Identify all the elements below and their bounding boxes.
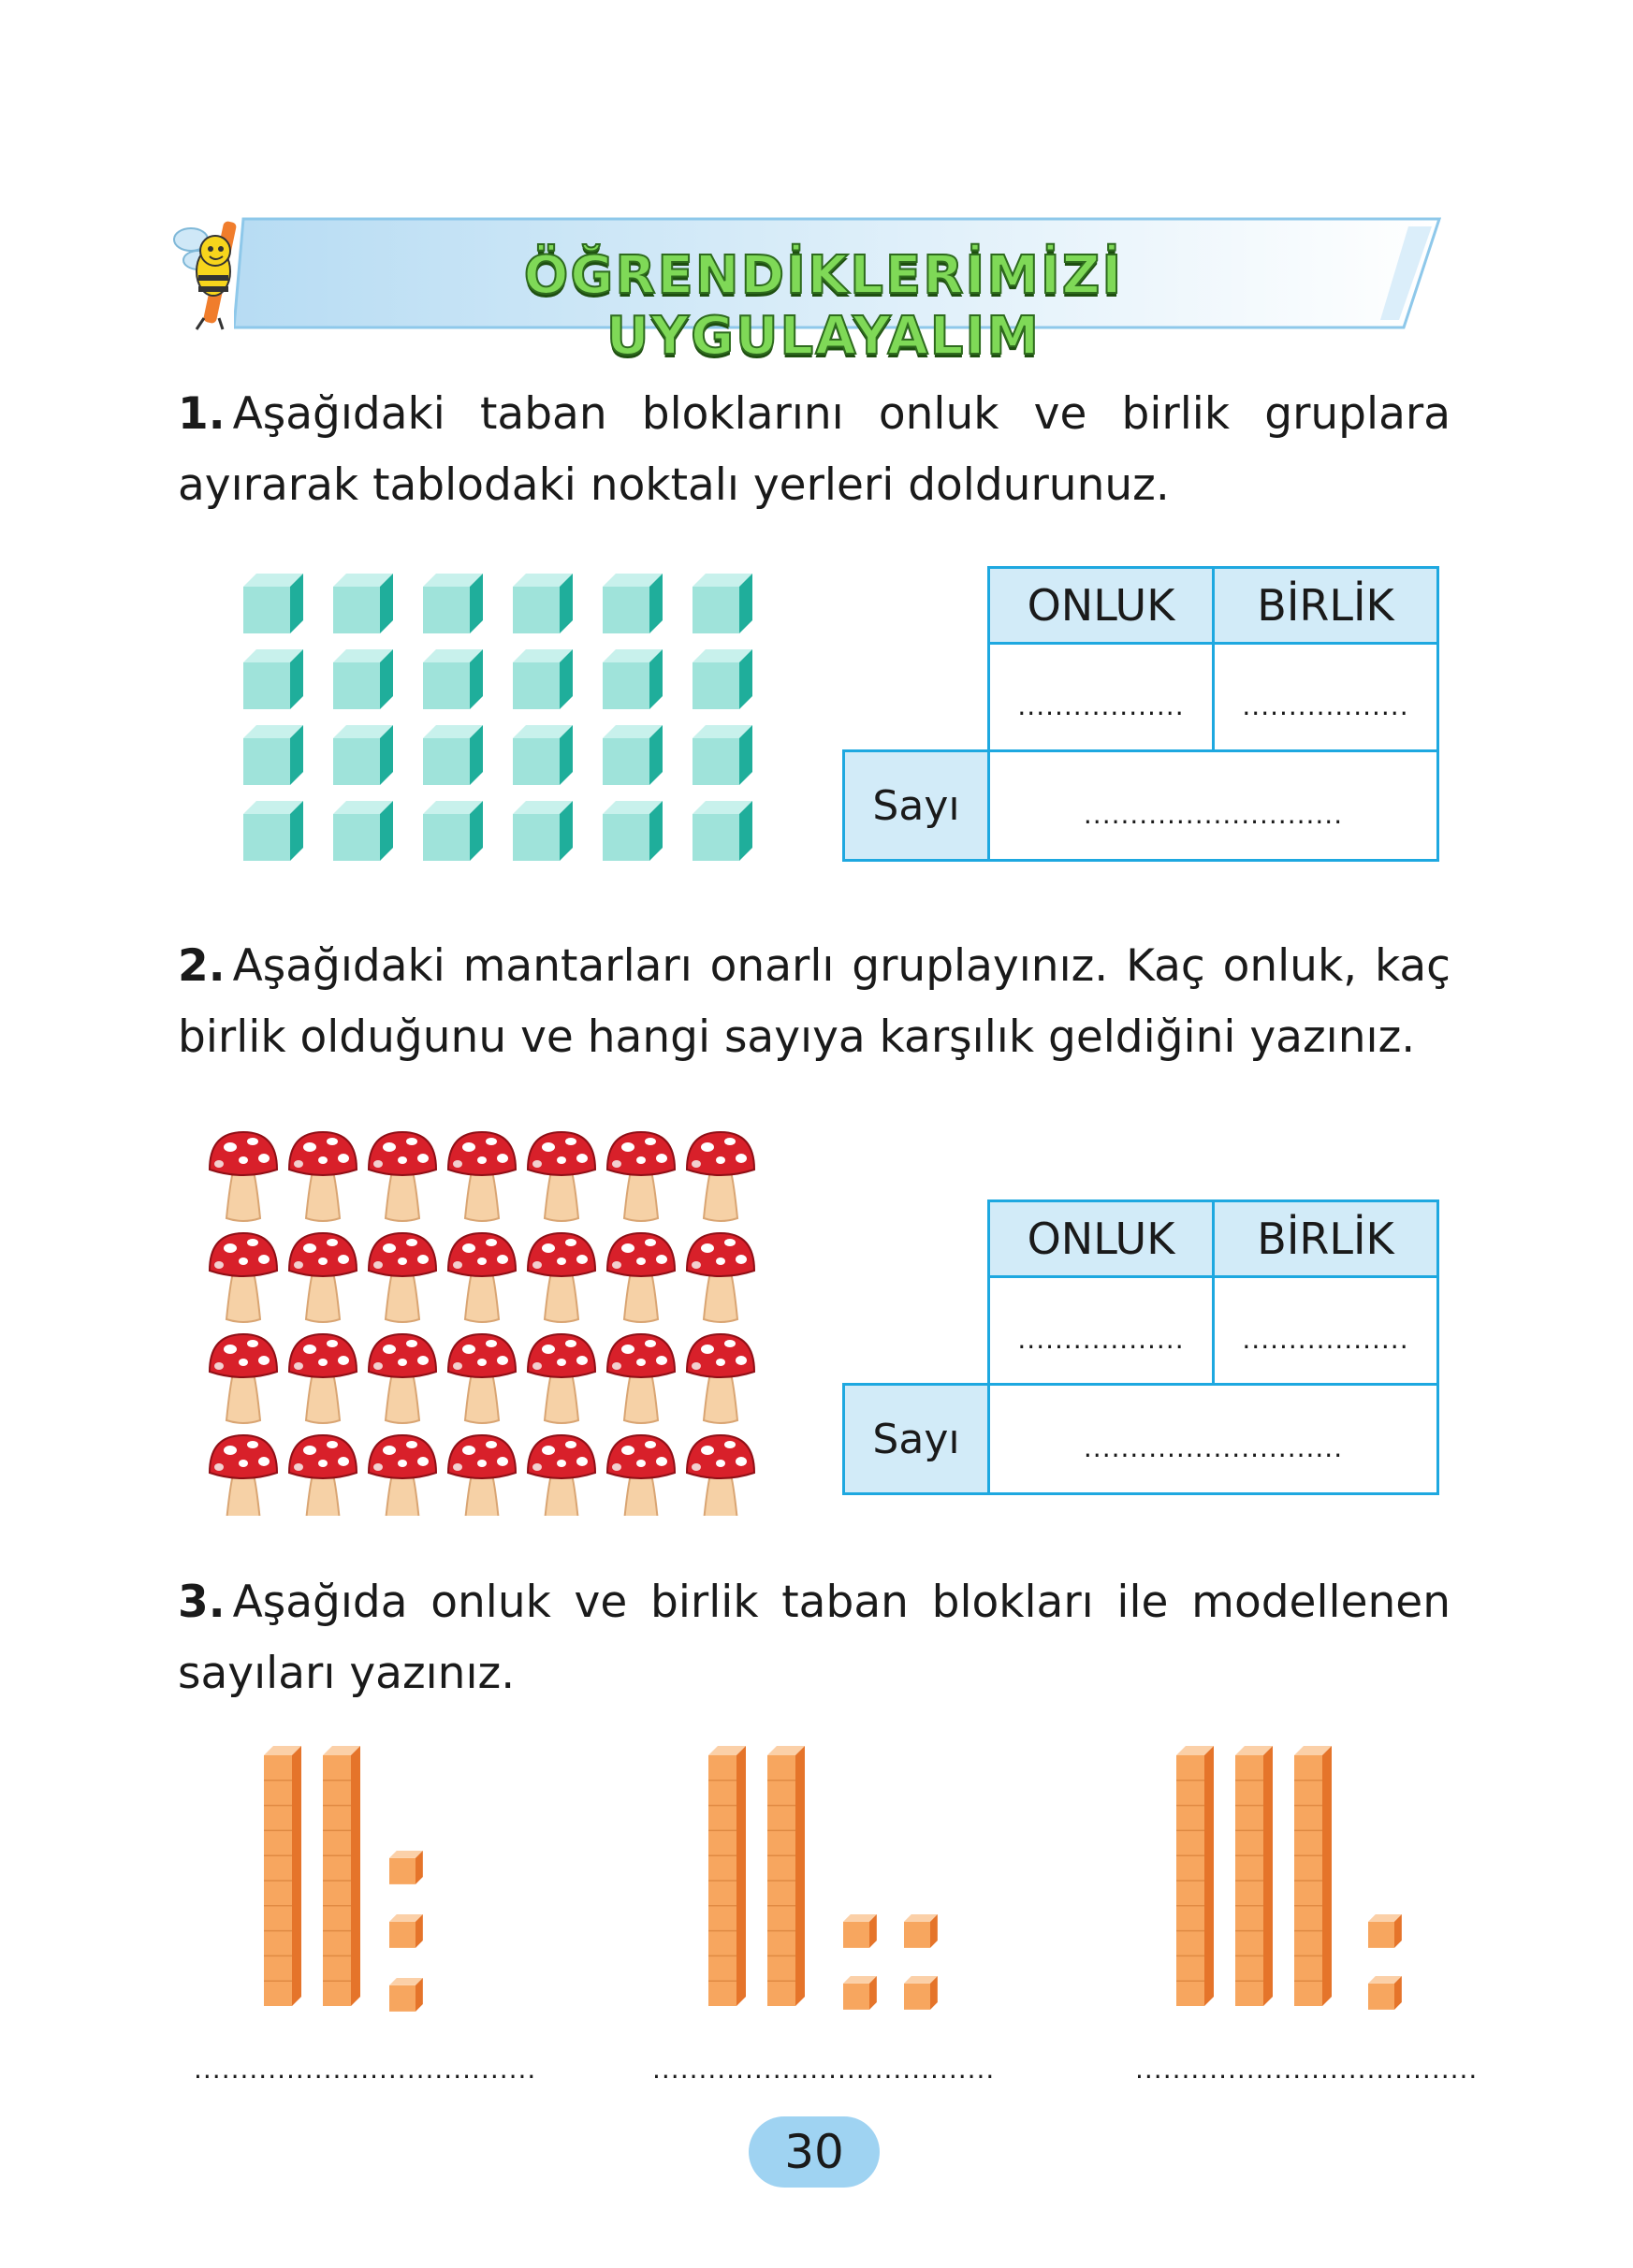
- unit-cube: [513, 649, 573, 709]
- mushroom-icon: [528, 1435, 595, 1516]
- tens-rod: [708, 1746, 746, 2006]
- unit-cube: [423, 801, 483, 861]
- unit-cube: [904, 1976, 938, 2010]
- question-2-number: 2.: [178, 940, 226, 992]
- tens-rod: [1235, 1746, 1273, 2006]
- q1-sayi-answer[interactable]: [987, 749, 1439, 862]
- tens-rod: [1294, 1746, 1332, 2006]
- q2-onluk-answer[interactable]: [987, 1275, 1215, 1386]
- q2-sayi-answer[interactable]: [987, 1383, 1439, 1495]
- mushroom-icon: [607, 1435, 675, 1516]
- mushroom-icon: [528, 1132, 595, 1221]
- unit-cube: [243, 574, 303, 633]
- section-title: ÖĞRENDİKLERİMİZİ UYGULAYALIM: [523, 245, 1124, 367]
- unit-cube: [693, 801, 752, 861]
- q2-row-sayi: Sayı: [842, 1383, 990, 1495]
- mushroom-grid: [206, 1113, 767, 1516]
- unit-cube: [389, 1978, 423, 2012]
- mushroom-icon: [369, 1233, 436, 1322]
- unit-cube: [333, 801, 393, 861]
- mushroom-icon: [448, 1435, 516, 1516]
- mushroom-icon: [448, 1334, 516, 1423]
- mushroom-icon: [369, 1435, 436, 1516]
- unit-cube: [1368, 1914, 1402, 1948]
- unit-cube: [693, 649, 752, 709]
- q2-birlik-dots: ..................: [1242, 1323, 1409, 1355]
- mushroom-icon: [448, 1132, 516, 1221]
- mushroom-icon: [210, 1132, 277, 1221]
- bee-mascot-icon: [170, 213, 255, 335]
- unit-cube: [603, 725, 663, 785]
- tens-rod: [1176, 1746, 1214, 2006]
- q3-answer-3[interactable]: .....................................: [1135, 2054, 1479, 2085]
- mushroom-icon: [369, 1334, 436, 1423]
- question-3-text: Aşağıda onluk ve birlik taban blokları ile modellenen sayıları yazınız.: [178, 1577, 1451, 1699]
- q2-col-birlik: BİRLİK: [1212, 1199, 1439, 1278]
- unit-cube: [389, 1914, 423, 1948]
- unit-cube: [513, 574, 573, 633]
- unit-cube: [843, 1976, 877, 2010]
- mushroom-icon: [528, 1334, 595, 1423]
- unit-cube: [333, 574, 393, 633]
- base-ten-model-2: [697, 1740, 940, 2021]
- mushroom-icon: [687, 1132, 754, 1221]
- q1-col-onluk: ONLUK: [987, 566, 1215, 645]
- mushroom-icon: [448, 1233, 516, 1322]
- unit-cube: [423, 725, 483, 785]
- question-1: [178, 379, 1451, 521]
- mushroom-icon: [289, 1435, 357, 1516]
- mushroom-icon: [607, 1334, 675, 1423]
- q2-sayi-dots: ............................: [1083, 1432, 1344, 1463]
- mushroom-icon: [687, 1233, 754, 1322]
- unit-cube: [603, 801, 663, 861]
- unit-cube: [389, 1851, 423, 1884]
- unit-cube: [603, 649, 663, 709]
- q1-onluk-answer[interactable]: [987, 642, 1215, 752]
- question-1-number: 1.: [178, 388, 226, 440]
- unit-cube: [513, 801, 573, 861]
- mushroom-icon: [687, 1435, 754, 1516]
- mushroom-icon: [210, 1435, 277, 1516]
- question-3-number: 3.: [178, 1577, 226, 1628]
- unit-cube: [423, 649, 483, 709]
- unit-cube: [423, 574, 483, 633]
- q2-col-onluk: ONLUK: [987, 1199, 1215, 1278]
- mushroom-icon: [289, 1233, 357, 1322]
- q1-onluk-dots: ..................: [1017, 690, 1185, 721]
- question-1-text: Aşağıdaki taban bloklarını onluk ve birlik gruplara ayırarak tablodaki noktalı yerleri doldurunuz.: [178, 388, 1451, 511]
- q1-col-birlik: BİRLİK: [1212, 566, 1439, 645]
- q1-birlik-answer[interactable]: [1212, 642, 1439, 752]
- unit-cube: [603, 574, 663, 633]
- mushroom-icon: [607, 1132, 675, 1221]
- mushroom-icon: [607, 1233, 675, 1322]
- mushroom-icon: [289, 1132, 357, 1221]
- mushroom-icon: [369, 1132, 436, 1221]
- question-2: [178, 931, 1451, 1073]
- unit-cube: [904, 1914, 938, 1948]
- unit-cube: [243, 801, 303, 861]
- unit-cube: [243, 649, 303, 709]
- page-number: 30: [749, 2116, 880, 2188]
- q2-birlik-answer[interactable]: [1212, 1275, 1439, 1386]
- question-2-text: Aşağıdaki mantarları onarlı gruplayınız. Kaç onluk, kaç birlik olduğunu ve hangi sayıya karşılık geldiğini yazınız.: [178, 940, 1451, 1063]
- unit-cube: [693, 725, 752, 785]
- q1-birlik-dots: ..................: [1242, 690, 1409, 721]
- q2-onluk-dots: ..................: [1017, 1323, 1185, 1355]
- unit-cube: [333, 725, 393, 785]
- mushroom-icon: [210, 1233, 277, 1322]
- tens-rod: [767, 1746, 805, 2006]
- unit-cube: [513, 725, 573, 785]
- q1-sayi-dots: ............................: [1083, 798, 1344, 830]
- unit-cube: [1368, 1976, 1402, 2010]
- unit-cube: [843, 1914, 877, 1948]
- base-ten-model-3: [1165, 1740, 1408, 2021]
- q3-answer-1[interactable]: .....................................: [194, 2054, 537, 2085]
- tens-rod: [264, 1746, 301, 2006]
- tens-rod: [323, 1746, 360, 2006]
- unit-cube: [333, 649, 393, 709]
- mushroom-icon: [289, 1334, 357, 1423]
- base-ten-model-1: [253, 1740, 459, 2021]
- q3-answer-2[interactable]: .....................................: [652, 2054, 996, 2085]
- mushroom-icon: [528, 1233, 595, 1322]
- question-3: [178, 1567, 1451, 1709]
- unit-cube: [243, 725, 303, 785]
- q1-row-sayi: Sayı: [842, 749, 990, 862]
- mushroom-icon: [687, 1334, 754, 1423]
- mushroom-icon: [210, 1334, 277, 1423]
- unit-cube-grid: [234, 566, 758, 865]
- unit-cube: [693, 574, 752, 633]
